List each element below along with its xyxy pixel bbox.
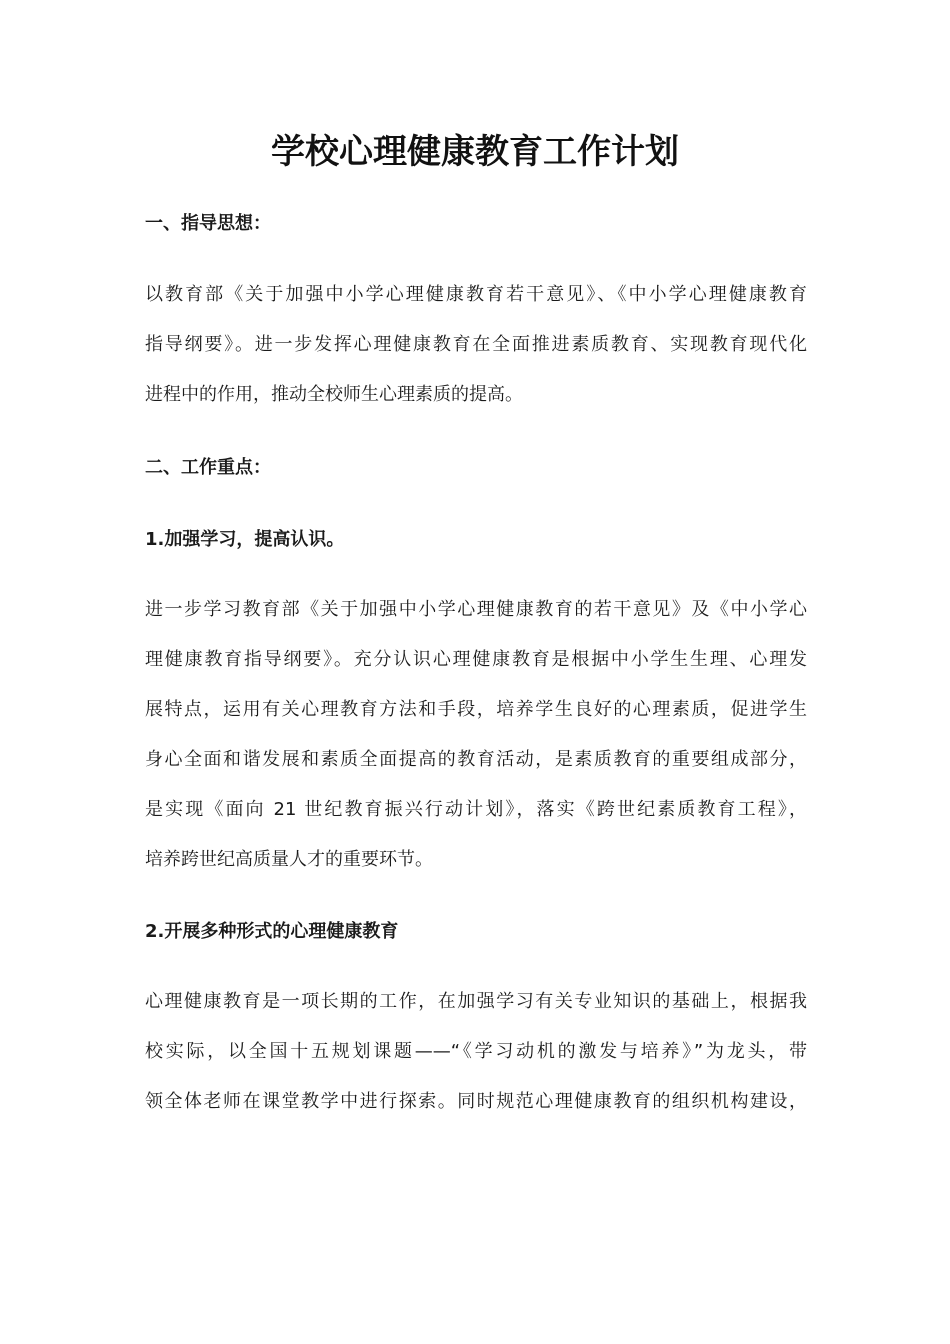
subsection-heading-study: 1.加强学习，提高认识。: [145, 529, 345, 550]
paragraph-line: 领全体老师在课堂教学中进行探索。同时规范心理健康教育的组织机构建设，: [145, 1091, 807, 1112]
paragraph-line: 身心全面和谐发展和素质全面提高的教育活动，是素质教育的重要组成部分，: [145, 749, 807, 770]
paragraph-line: 指导纲要》。进一步发挥心理健康教育在全面推进素质教育、实现教育现代化: [145, 334, 807, 355]
paragraph-line: 校实际，以全国十五规划课题——“《学习动机的激发与培养》”为龙头，带: [145, 1041, 807, 1062]
subsection-heading-activities: 2.开展多种形式的心理健康教育: [145, 921, 399, 942]
paragraph-line: 展特点，运用有关心理教育方法和手段，培养学生良好的心理素质，促进学生: [145, 699, 807, 720]
paragraph-line: 理健康教育指导纲要》。充分认识心理健康教育是根据中小学生生理、心理发: [145, 649, 807, 670]
subsection-paragraph-activities: [145, 977, 807, 1127]
paragraph-line: 进程中的作用，推动全校师生心理素质的提高。: [145, 384, 523, 405]
document-title: 学校心理健康教育工作计划: [271, 132, 679, 172]
section-heading-guiding-ideology: 一、指导思想：: [145, 213, 271, 234]
paragraph-line: 心理健康教育是一项长期的工作，在加强学习有关专业知识的基础上，根据我: [145, 991, 807, 1012]
paragraph-line: 是实现《面向 21 世纪教育振兴行动计划》，落实《跨世纪素质教育工程》，: [145, 799, 807, 820]
subsection-paragraph-study: [145, 585, 807, 885]
section-paragraph-guiding-ideology: [145, 270, 807, 420]
paragraph-line: 进一步学习教育部《关于加强中小学心理健康教育的若干意见》及《中小学心: [145, 599, 807, 620]
paragraph-line: 以教育部《关于加强中小学心理健康教育若干意见》、《中小学心理健康教育: [145, 284, 807, 305]
section-heading-work-focus: 二、工作重点：: [145, 457, 271, 478]
paragraph-line: 培养跨世纪高质量人才的重要环节。: [145, 849, 433, 870]
